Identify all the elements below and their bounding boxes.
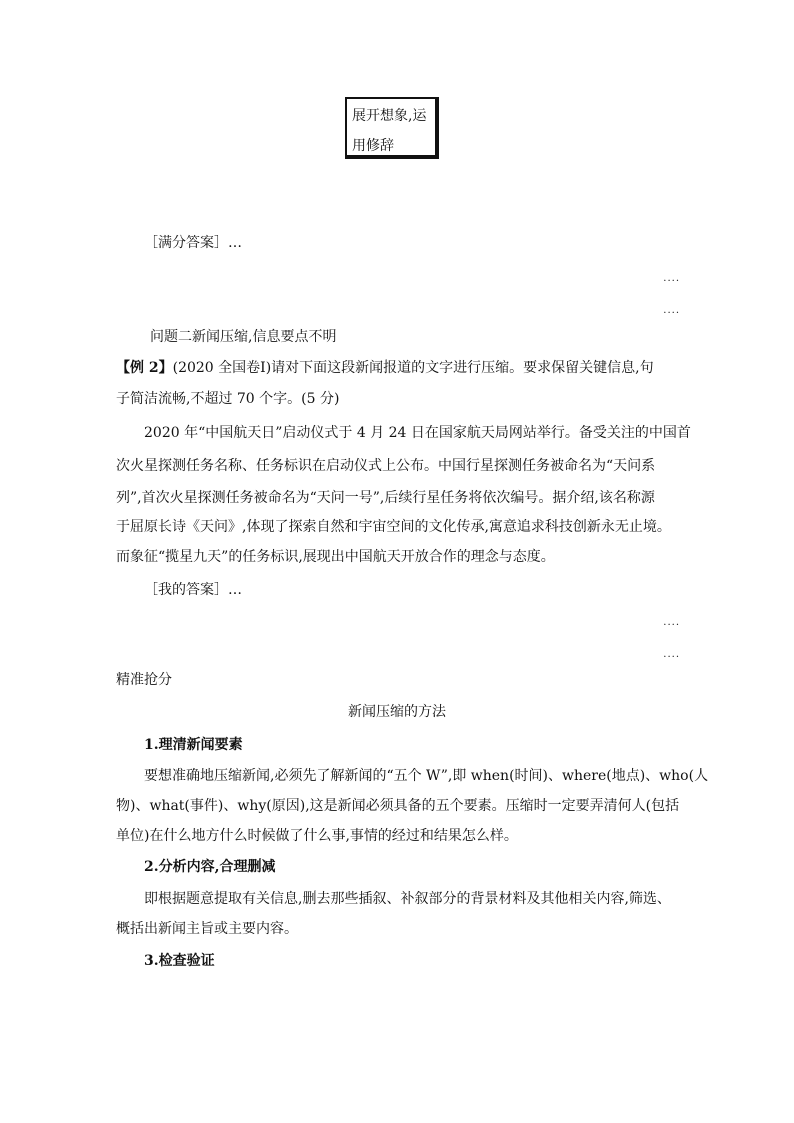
method-2-heading: 2.分析内容,合理删减	[144, 859, 276, 875]
answer-line-dots: ....	[663, 617, 680, 628]
my-answer-text: ［我的答案］	[144, 582, 228, 598]
full-score-answer-label	[144, 233, 242, 253]
example-2-prompt-line-2: 子简洁流畅,不超过 70 个字。(5 分)	[116, 391, 340, 407]
full-score-answer-ellipsis: …	[228, 235, 242, 251]
method-1-body-line: 物)、what(事件)、why(原因),这是新闻必须具备的五个要素。压缩时一定要弄清何人(包括	[116, 798, 680, 814]
method-1-body-line: 要想准确地压缩新闻,必须先了解新闻的“五个 W”,即 when(时间)、where(地点)、who(人	[144, 768, 709, 784]
method-3-heading: 3.检查验证	[144, 953, 215, 969]
boxed-title-line-1: 展开想象,运	[352, 108, 427, 124]
problem-two-heading: 问题二新闻压缩,信息要点不明	[150, 329, 337, 345]
news-paragraph-line: 列”,首次火星探测任务被命名为“天问一号”,后续行星任务将依次编号。据介绍,该名称源	[116, 490, 655, 506]
method-1-body-line: 单位)在什么地方什么时候做了什么事,事情的经过和结果怎么样。	[116, 828, 518, 844]
method-1-heading: 1.理清新闻要素	[144, 737, 243, 753]
news-paragraph-line: 而象征“揽星九天”的任务标识,展现出中国航天开放合作的理念与态度。	[116, 549, 555, 565]
answer-line-dots: ....	[663, 305, 680, 316]
section-title: 精准抢分	[116, 672, 172, 688]
my-answer-label	[144, 580, 242, 600]
boxed-title	[345, 97, 439, 159]
my-answer-ellipsis: …	[228, 582, 242, 598]
news-paragraph-line: 次火星探测任务名称、任务标识在启动仪式上公布。中国行星探测任务被命名为“天问系	[116, 458, 656, 474]
example-2-prompt-text: (2020 全国卷Ⅰ)请对下面这段新闻报道的文字进行压缩。要求保留关键信息,句	[172, 360, 654, 376]
answer-line-dots: ....	[663, 273, 680, 284]
section-subtitle: 新闻压缩的方法	[348, 704, 446, 720]
method-2-body-line: 概括出新闻主旨或主要内容。	[116, 921, 298, 937]
example-2-tag: 【例 2】	[116, 360, 173, 376]
method-2-body-line: 即根据题意提取有关信息,删去那些插叙、补叙部分的背景材料及其他相关内容,筛选、	[144, 891, 671, 907]
boxed-title-line-2: 用修辞	[352, 138, 394, 154]
full-score-answer-text: ［满分答案］	[144, 235, 228, 251]
news-paragraph-line: 2020 年“中国航天日”启动仪式于 4 月 24 日在国家航天局网站举行。备受关注的中国首	[144, 425, 691, 441]
answer-line-dots: ....	[663, 649, 680, 660]
example-2-prompt-line-1	[116, 358, 654, 378]
news-paragraph-line: 于屈原长诗《天问》,体现了探索自然和宇宙空间的文化传承,寓意追求科技创新永无止境。	[116, 519, 671, 535]
